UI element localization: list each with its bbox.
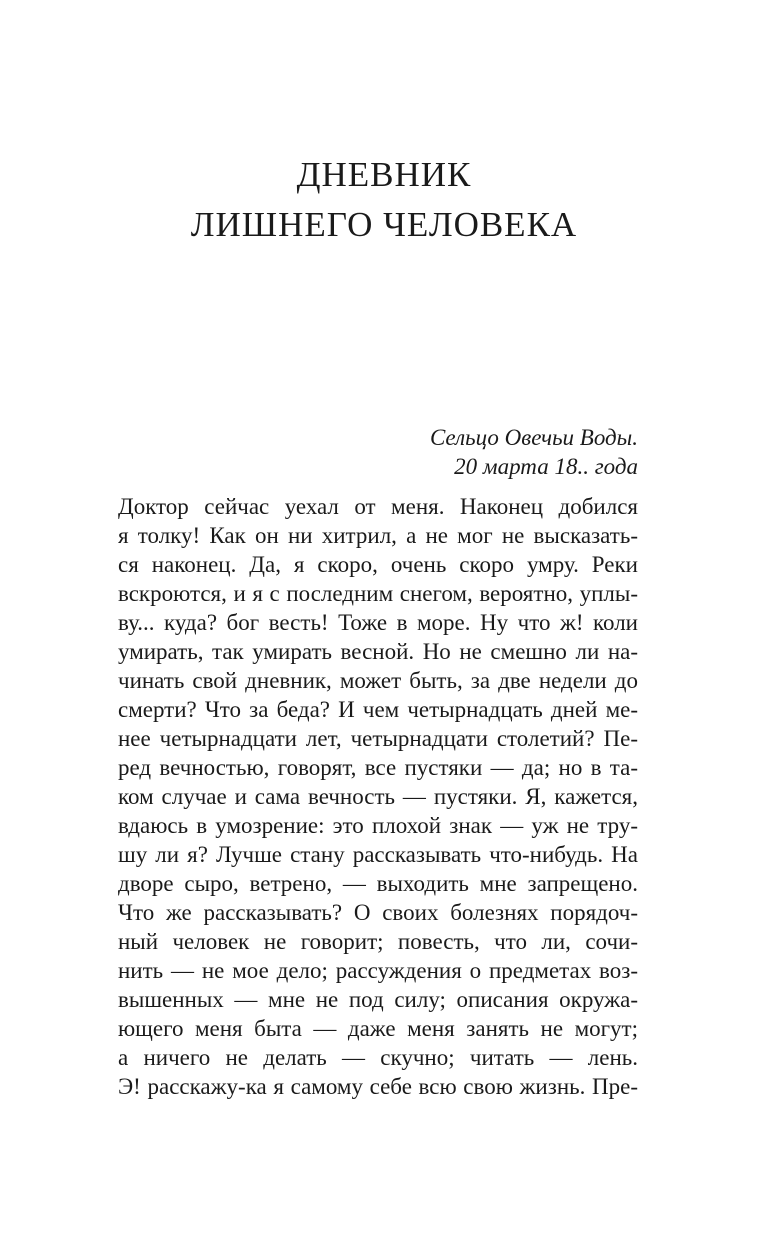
text-line: ред вечностью, говорят, все пустяки — да; но в та- <box>118 755 638 780</box>
text-line: ком случае и сама вечность — пустяки. Я, кажется, <box>118 784 638 809</box>
chapter-title-line-1: ДНЕВНИК <box>296 155 472 194</box>
text-line: а ничего не делать — скучно; читать — лень. <box>118 1045 638 1070</box>
epigraph-place: Сельцо Овечьи Воды. <box>429 425 638 450</box>
text-line: вышенных — мне не под силу; описания окружа- <box>118 987 638 1012</box>
text-line: ный человек не говорит; повесть, что ли, сочи- <box>118 929 638 954</box>
body-text <box>118 492 638 1101</box>
text-line: Э! расскажу-ка я самому себе всю свою жизнь. Пре- <box>118 1074 638 1099</box>
text-line: я толку! Как он ни хитрил, а не мог не высказать- <box>118 523 638 548</box>
text-line: ющего меня быта — даже меня занять не могут; <box>118 1016 638 1041</box>
text-line: умирать, так умирать весной. Но не смешно ли на- <box>118 639 638 664</box>
text-line: нее четырнадцати лет, четырнадцати столетий? Пе- <box>118 726 638 751</box>
text-line: смерти? Что за беда? И чем четырнадцать дней ме- <box>118 697 638 722</box>
chapter-title-line-2: ЛИШНЕГО ЧЕЛОВЕКА <box>190 205 578 244</box>
text-line: нить — не мое дело; рассуждения о предметах воз- <box>118 958 638 983</box>
text-line: ся наконец. Да, я скоро, очень скоро умру. Реки <box>118 552 638 577</box>
text-line: ву... куда? бог весть! Тоже в море. Ну что ж! коли <box>118 610 638 635</box>
text-line: шу ли я? Лучше стану рассказывать что-нибудь. На <box>118 842 638 867</box>
text-line: Доктор сейчас уехал от меня. Наконец добился <box>118 494 638 519</box>
epigraph-date: 20 марта 18.. года <box>454 454 638 479</box>
epigraph <box>430 423 638 481</box>
chapter-title <box>0 150 768 250</box>
text-line: чинать свой дневник, может быть, за две недели до <box>118 668 638 693</box>
text-line: вскроются, и я с последним снегом, вероятно, уплы- <box>118 581 638 606</box>
text-line: Что же рассказывать? О своих болезнях порядоч- <box>118 900 638 925</box>
text-line: вдаюсь в умозрение: это плохой знак — уж не тру- <box>118 813 638 838</box>
text-line: дворе сыро, ветрено, — выходить мне запрещено. <box>118 871 638 896</box>
